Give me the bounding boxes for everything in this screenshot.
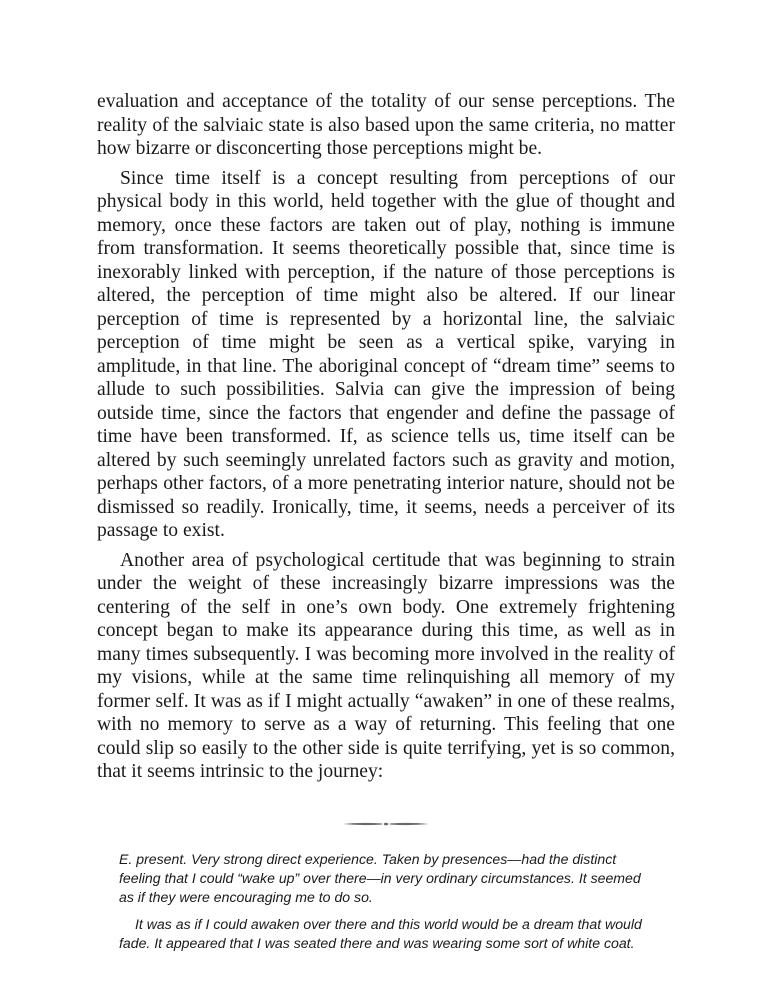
paragraph-2: Since time itself is a concept resulting from perceptions of our physical body in this world, held together with the glue of thought and memory, once these factors are taken out of play, nothing is immune from transformation. It seems theoretically possible that, since time is inexorably linked with perception, if the nature of those perceptions is altered, the perception of time might also be altered. If our linear perception of time is represented by a horizontal line, the salviaic perception of time might be seen as a vertical spike, varying in amplitude, in that line. The aboriginal concept of “dream time” seems to allude to such possibilities. Salvia can give the impression of being outside time, since the factors that engender and define the passage of time have been transformed. If, as science tells us, time itself can be altered by such seemingly unrelated factors such as gravity and motion, perhaps other factors, of a more penetrating interior nature, should not be dismissed so readily. Ironically, time, it seems, needs a perceiver of its passage to exist. [97,167,675,541]
excerpt-paragraph-2: It was as if I could awaken over there and this world would be a dream that would fade. It appeared that I was seated there and was wearing some sort of white coat. [119,915,642,951]
body-text [97,90,675,784]
book-page [97,90,675,953]
paragraph-1: evaluation and acceptance of the totality of our sense perceptions. The reality of the salviaic state is also based upon the same criteria, no matter how bizarre or disconcerting those perceptions might be. [97,91,675,159]
excerpt-paragraph-1: E. present. Very strong direct experience. Taken by presences—had the distinct feeling that I could “wake up” over there—in very ordinary circumstances. It seemed as if they were encouraging me to do so. [119,850,641,905]
journal-excerpt [119,850,653,953]
paragraph-3: Another area of psychological certitude that was beginning to strain under the weight of these increasingly bizarre impressions was the centering of the self in one’s own body. One extremely frightening concept began to make its appearance during this time, as well as in many times subsequently. I was becoming more involved in the reality of my visions, while at the same time relinquishing all memory of my former self. It was as if I might actually “awaken” in one of these realms, with no memory to serve as a way of returning. This feeling that one could slip so easily to the other side is quite terrifying, yet is so common, that it seems intrinsic to the journey: [97,549,675,782]
section-divider-ornament [341,820,431,828]
